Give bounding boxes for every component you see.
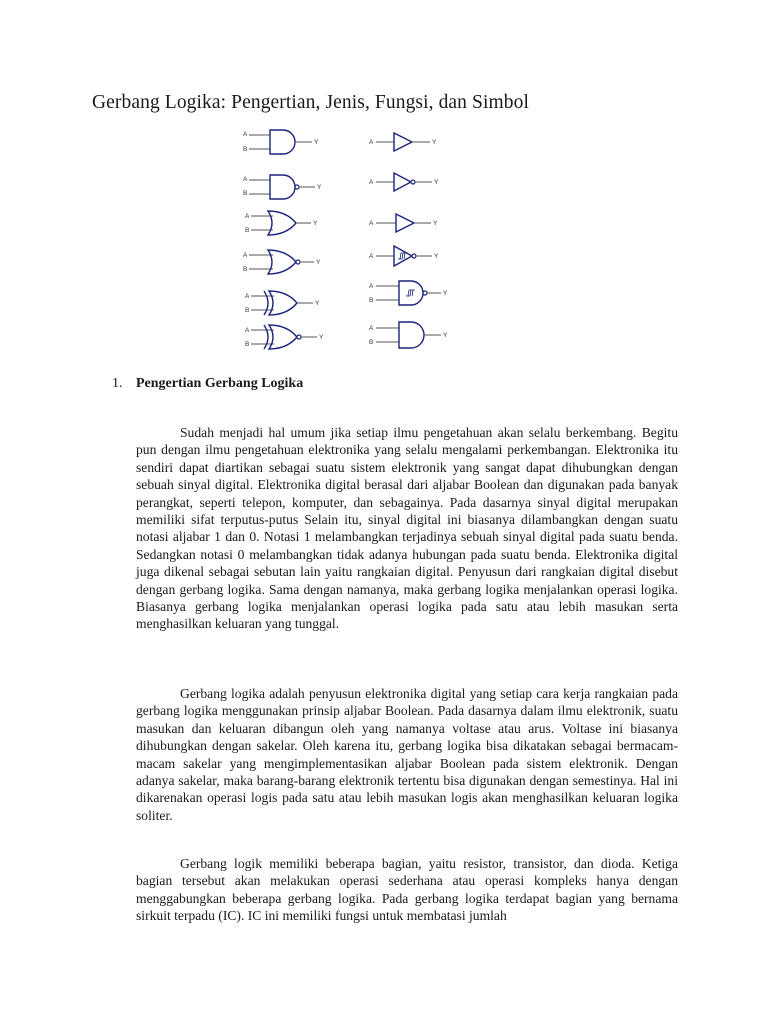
- not-gate-icon: [369, 173, 439, 191]
- pin-label-b: B: [245, 341, 250, 348]
- pin-label-y: Y: [313, 220, 318, 227]
- nand-gate-icon: [243, 175, 322, 199]
- pin-label-a: A: [369, 179, 374, 186]
- pin-label-y: Y: [315, 300, 320, 307]
- pin-label-y: Y: [314, 139, 319, 146]
- logic-gate-diagram: [235, 126, 465, 352]
- section-title: Pengertian Gerbang Logika: [136, 376, 304, 391]
- pin-label-y: Y: [434, 179, 439, 186]
- pin-label-b: B: [245, 227, 250, 234]
- buffer-gate-icon: [369, 133, 437, 151]
- pin-label-a: A: [243, 252, 248, 259]
- buffer-gate-icon: [369, 214, 438, 232]
- pin-label-a: A: [243, 176, 248, 183]
- pin-label-y: Y: [317, 184, 322, 191]
- pin-label-y: Y: [316, 259, 321, 266]
- or-gate-icon: [245, 211, 318, 235]
- pin-label-a: A: [369, 139, 374, 146]
- and-gate-icon: [369, 322, 448, 348]
- pin-label-y: Y: [432, 139, 437, 146]
- pin-label-a: A: [245, 213, 250, 220]
- pin-label-b: B: [243, 266, 248, 273]
- pin-label-y: Y: [433, 220, 438, 227]
- logic-gate-symbols-figure: [235, 126, 465, 352]
- pin-label-b: B: [245, 307, 250, 314]
- pin-label-a: A: [369, 325, 374, 332]
- pin-label-y: Y: [319, 334, 324, 341]
- pin-label-a: A: [245, 327, 250, 334]
- pin-label-a: A: [369, 253, 374, 260]
- pin-label-y: Y: [434, 253, 439, 260]
- and-gate-icon: [243, 130, 319, 154]
- paragraph: Gerbang logika adalah penyusun elektronika digital yang setiap cara kerja rangkaian pada gerbang logika menggunakan prinsip aljabar Boolean. Pada dasarnya dalam ilmu elektronik, suatu masukan dan keluaran dibangun oleh yang namanya voltase atau arus. Voltase ini biasanya dihubungkan dengan sakelar. Oleh karena itu, gerbang logika bisa dikatakan sebagai bermacam-macam sakelar yang mengimplementasikan aljabar Boolean pada sistem elektronik. Dengan adanya sakelar, maka barang-barang elektronik tertentu bisa digunakan dengan semestinya. Hal ini dikarenakan operasi logis pada satu atau lebih masukan logis akan menghasilkan keluaran logika soliter.: [136, 686, 678, 823]
- schmitt-not-gate-icon: [369, 246, 439, 266]
- pin-label-a: A: [369, 220, 374, 227]
- section-heading: [112, 376, 303, 392]
- paragraph: Sudah menjadi hal umum jika setiap ilmu pengetahuan akan selalu berkembang. Begitu pun dengan ilmu pengetahuan elektronika yang selalu mengalami perkembangan. Elektronika itu sendiri dapat diartikan sebagai suatu sistem elektronik yang sangat dapat dihubungkan dengan sebuah sinyal digital. Elektronika digital berasal dari aljabar Boolean dan digunakan pada banyak perangkat, seperti telepon, komputer, dan sebagainya. Pada dasarnya sinyal digital merupakan memiliki sifat terputus-putus Selain itu, sinyal digital ini biasanya dilambangkan dengan suatu notasi aljabar 1 dan 0. Notasi 1 melambangkan terjadinya sebuah sinyal digital pada suatu benda. Sedangkan notasi 0 melambangkan tidak adanya hubungan pada suatu benda. Elektronika digital juga dikenal sebagai sebutan lain yaitu rangkaian digital. Penyusun dari rangkaian digital disebut dengan gerbang logika. Sama dengan namanya, maka gerbang logika menjalankan operasi logika. Biasanya gerbang logika menjalankan operasi logika pada satu atau lebih masukan serta menghasilkan keluaran yang tunggal.: [136, 425, 678, 632]
- pin-label-y: Y: [443, 290, 448, 297]
- pin-label-b: B: [369, 339, 374, 346]
- pin-label-b: B: [243, 190, 248, 197]
- pin-label-b: B: [243, 146, 248, 153]
- pin-label-a: A: [245, 293, 250, 300]
- section-number: 1.: [112, 376, 123, 391]
- nor-gate-icon: [243, 250, 321, 274]
- pin-label-a: A: [369, 283, 374, 290]
- pin-label-y: Y: [443, 332, 448, 339]
- page-title: Gerbang Logika: Pengertian, Jenis, Fungsi, dan Simbol: [92, 92, 529, 113]
- paragraph: Gerbang logik memiliki beberapa bagian, yaitu resistor, transistor, dan dioda. Ketiga bagian tersebut akan melakukan operasi sederhana atau operasi kompleks hanya dengan menggabungkan beberapa gerbang logika. Pada gerbang logika terdapat bagian yang bernama sirkuit terpadu (IC). IC ini memiliki fungsi untuk membatasi jumlah: [136, 856, 678, 924]
- xnor-gate-icon: [245, 325, 324, 349]
- pin-label-b: B: [369, 297, 374, 304]
- pin-label-a: A: [243, 131, 248, 138]
- schmitt-nand-gate-icon: [369, 281, 448, 305]
- xor-gate-icon: [245, 291, 320, 315]
